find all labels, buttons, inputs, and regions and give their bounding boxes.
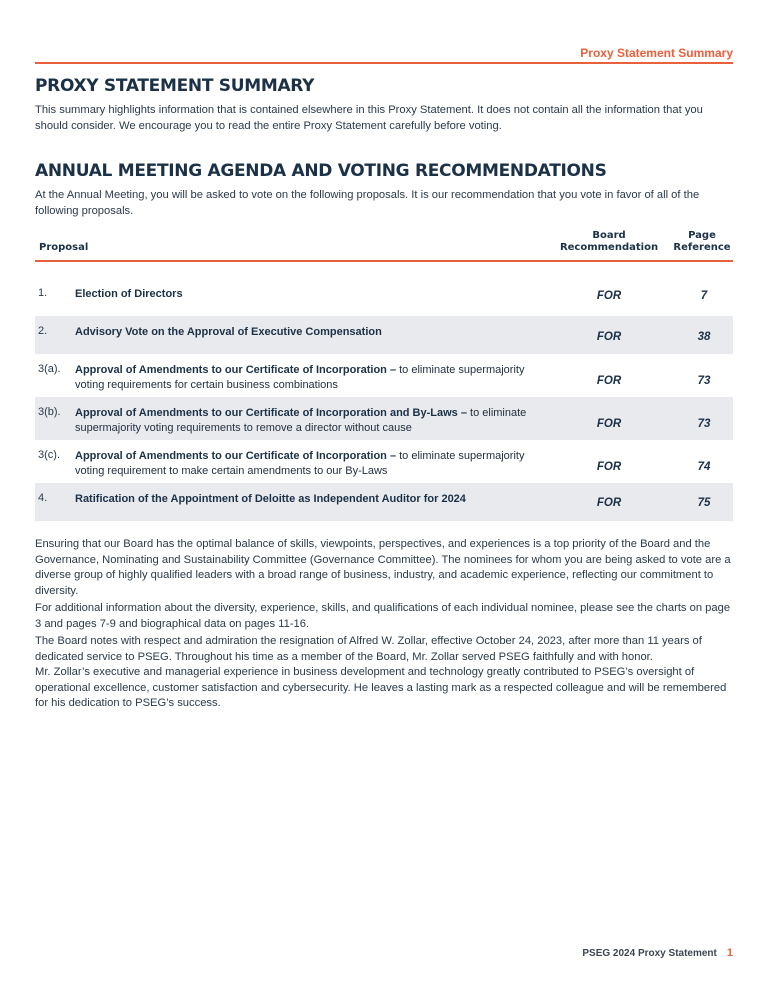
zollar-contribution-paragraph: Mr. Zollar’s executive and managerial experience in business development and technology greatly contributed to PSEG’s oversight of operational excellence, customer satisfaction and cybersecurity. He leaves a lasting mark as a respected colleague and will be remembered for his dedication to PSEG’s success. [35,666,727,709]
proposals-table [35,228,733,521]
proposal-title: Advisory Vote on the Approval of Executive Compensation [75,326,382,338]
proposal-detail: to eliminate supermajority voting requirements to remove a director without cause [75,407,527,434]
proposal-description [75,287,535,302]
summary-intro: This summary highlights information that is contained elsewhere in this Proxy Statement. It does not contain all the information that you should consider. We encourage you to read the entire Proxy Statement carefully before voting. [35,104,703,132]
table-row [35,440,733,483]
proposal-description [75,492,535,507]
additional-info-paragraph: For additional information about the diversity, experience, skills, and qualifications of each individual nominee, please see the charts on page 3 and pages 7-9 and biographical data on pages 11-16. [35,602,731,630]
running-header: Proxy Statement Summary [580,46,733,60]
column-header-board-line1: Board [592,230,626,241]
column-header-page-line1: Page [688,230,716,241]
proposal-number: 2. [38,325,48,337]
table-row [35,483,733,521]
board-recommendation: FOR [596,418,622,430]
page-reference: 73 [697,418,711,430]
proposal-number: 1. [38,287,48,299]
page-footer [582,947,733,959]
footer-document-title: PSEG 2024 Proxy Statement [582,948,717,959]
agenda-title: ANNUAL MEETING AGENDA AND VOTING RECOMMENDATIONS [35,161,607,181]
proposal-title: Ratification of the Appointment of Deloitte as Independent Auditor for 2024 [75,493,466,505]
agenda-intro: At the Annual Meeting, you will be asked to vote on the following proposals. It is our recommendation that you vote in favor of all of the following proposals. [35,189,700,217]
proposal-number: 4. [38,492,48,504]
table-row [35,278,733,316]
proposal-detail: to eliminate supermajority voting requirements for certain business combinations [75,364,525,391]
proposal-title: Approval of Amendments to our Certificate of Incorporation – [75,364,397,376]
proposal-title: Election of Directors [75,288,183,300]
header-rule [35,62,733,64]
table-header [35,228,733,262]
board-recommendation: FOR [596,497,622,509]
proposal-description [75,406,535,435]
proposal-title: Approval of Amendments to our Certificate of Incorporation – [75,450,397,462]
table-row [35,354,733,397]
page-reference: 38 [697,331,711,343]
table-row [35,397,733,440]
column-header-proposal: Proposal [39,242,89,253]
column-header-page-line2: Reference [673,242,731,253]
column-header-board-recommendation [559,230,659,254]
board-recommendation: FOR [596,290,622,302]
section-title: PROXY STATEMENT SUMMARY [35,76,315,96]
board-diversity-paragraph: Ensuring that our Board has the optimal balance of skills, viewpoints, perspectives, and experiences is a top priority of the Board and the Governance, Nominating and Sustainability Committee (Governance Committee). The nominees for whom you are being asked to vote are a diverse group of highly qualified leaders with a broad range of business, industry, and academic experience, reflecting our commitment to diversity. [35,538,731,597]
proposal-title: Approval of Amendments to our Certificate of Incorporation and By-Laws – [75,407,467,419]
column-header-board-line2: Recommendation [559,242,659,253]
proposal-detail: to eliminate supermajority voting requirement to make certain amendments to our By-Laws [75,450,525,477]
proposal-number: 3(c). [38,449,60,461]
page-reference: 7 [700,290,708,302]
proposal-number: 3(a). [38,363,61,375]
board-recommendation: FOR [596,375,622,387]
board-recommendation: FOR [596,331,622,343]
proposal-description [75,363,535,392]
page-reference: 75 [697,497,711,509]
page-number: 1 [726,947,733,959]
proposal-description [75,449,535,478]
page-reference: 74 [697,461,711,473]
proposal-number: 3(b). [38,406,61,418]
column-header-page-reference [671,230,733,254]
table-row [35,316,733,354]
proposal-description [75,325,535,340]
resignation-paragraph: The Board notes with respect and admiration the resignation of Alfred W. Zollar, effective October 24, 2023, after more than 11 years of dedicated service to PSEG. Throughout his time as a member of the Board, Mr. Zollar served PSEG faithfully and with honor. [35,635,702,663]
page-reference: 73 [697,375,711,387]
board-recommendation: FOR [596,461,622,473]
